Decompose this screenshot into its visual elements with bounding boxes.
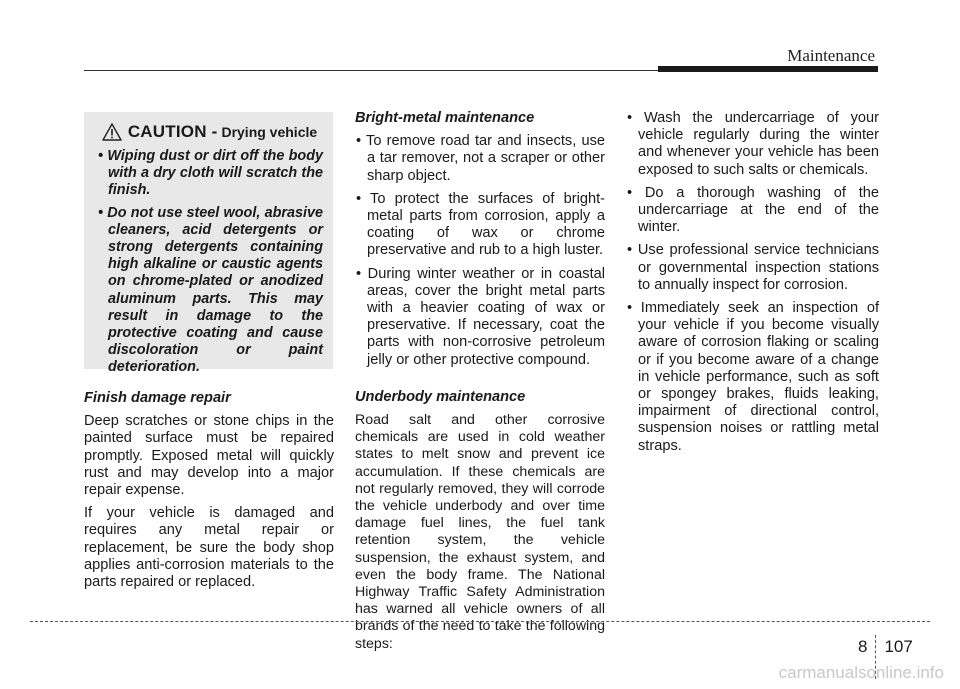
header-rule-bold [658, 66, 878, 72]
finish-paragraph: If your vehicle is damaged and requires any metal repair or replacement, be sure the body shop applies anti-corrosion materials to the parts repaired or replaced. [84, 505, 334, 591]
header-rule [84, 70, 660, 71]
caution-item: • Do not use steel wool, abrasive cleaners, acid detergents or strong detergents containing high alkaline or caustic agents on chrome-plated or anodized aluminum parts. This may result in damage to the protective coating and cause discoloration or paint deterioration. [98, 204, 323, 376]
watermark: carmanualsonline.info [778, 663, 944, 682]
chapter-number: 8 [858, 637, 868, 656]
caution-item: • Wiping dust or dirt off the body with a dry cloth will scratch the finish. [98, 148, 323, 199]
list-item: • Do a thorough washing of the undercarriage at the end of the winter. [627, 184, 879, 236]
finish-title: Finish damage repair [84, 390, 231, 406]
list-item: • Use professional service technicians or governmental inspection stations to annually inspect for corrosion. [627, 242, 879, 293]
finish-damage-section [84, 390, 334, 597]
list-item: • Immediately seek an inspection of your vehicle if you become visually aware of corrosion flaking or scaling or if you become aware of a change in vehicle performance, such as soft or spongey brakes, fluids leaking, impairment of directional control, suspension noises or rattling metal straps. [627, 300, 879, 454]
warning-triangle-icon [102, 123, 122, 141]
caution-box [84, 112, 333, 376]
list-item: • Wash the undercarriage of your vehicle regularly during the winter and whenever your vehicle has been exposed to such salts or chemicals. [627, 110, 879, 178]
column-middle [355, 110, 605, 659]
underbody-paragraph: Road salt and other corrosive chemicals are used in cold weather states to melt snow and prevent ice accumulation. If these chemicals are not regularly removed, they will corrode the vehicle underbody and over time damage fuel lines, the fuel tank retention system, the vehicle suspension, the exhaust system, and even the body frame. The National Highway Traffic Safety Administration has warned all vehicle owners of all brands of the need to take the following steps: [355, 412, 605, 652]
section-title-header: Maintenance [787, 46, 875, 65]
finish-paragraph: Deep scratches or stone chips in the painted surface must be repaired promptly. Exposed metal will quickly rust and may develop into a major repair expense. [84, 413, 334, 499]
list-item: • During winter weather or in coastal areas, cover the bright metal parts with a heavier coating of wax or preservative. If necessary, coat the parts with non-corrosive petroleum jelly or other protective compound. [356, 265, 605, 368]
footer-rule [30, 621, 930, 622]
column-right [626, 110, 879, 461]
bright-metal-title: Bright-metal maintenance [355, 110, 535, 126]
underbody-title: Underbody maintenance [355, 388, 526, 405]
caution-subtitle: Drying vehicle [221, 124, 318, 140]
page-number-value: 107 [884, 637, 913, 656]
list-item: • To remove road tar and insects, use a tar remover, not a scraper or other sharp object. [356, 133, 605, 184]
caution-heading [96, 122, 323, 142]
list-item: • To protect the surfaces of bright-metal parts from corrosion, apply a coating of wax or chrome preservative and rub to a high luster. [356, 190, 605, 259]
caution-label: CAUTION - [127, 122, 218, 141]
